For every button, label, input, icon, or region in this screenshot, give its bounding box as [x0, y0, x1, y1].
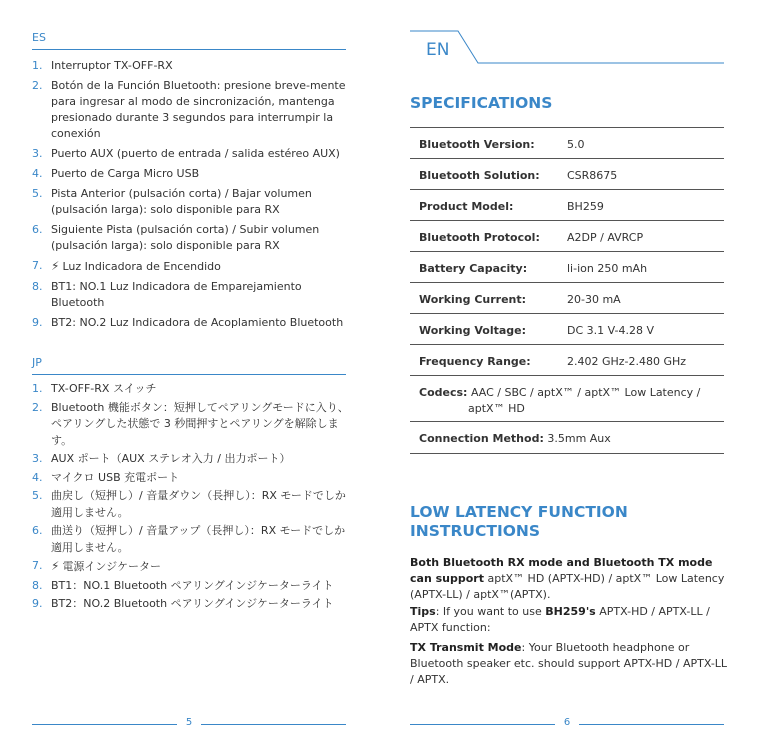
jp-item-4: [32, 470, 352, 487]
spec-value: 3.5mm Aux: [547, 432, 611, 445]
spec-key: Battery Capacity:: [419, 262, 528, 275]
para-text: : If you want to use: [435, 605, 546, 618]
item-text: BT2：NO.2 Bluetooth ペアリングインジケーターライト: [51, 597, 334, 610]
spec-row: [410, 252, 724, 283]
paragraph-tx-mode: [410, 640, 728, 688]
item-text: Interruptor TX-OFF-RX: [51, 59, 173, 72]
page-footer-left: [32, 717, 346, 731]
item-number: 7.: [32, 259, 43, 272]
jp-item-6: [32, 523, 352, 556]
item-text: Puerto AUX (puerto de entrada / salida estéreo AUX): [51, 147, 340, 160]
spec-key: Product Model:: [419, 200, 514, 213]
item-number: 3.: [32, 452, 43, 465]
item-text: BT1: NO.1 Luz Indicadora de Emparejamiento Bluetooth: [51, 280, 302, 309]
item-number: 5.: [32, 489, 43, 502]
item-text: BT1：NO.1 Bluetooth ペアリングインジケーターライト: [51, 578, 334, 592]
item-text-inner: Luz Indicadora de Encendido: [62, 260, 221, 273]
footer-rule: [32, 724, 177, 725]
es-item-9: [32, 315, 352, 331]
para-bold: BH259's: [545, 605, 596, 618]
spec-value: CSR8675: [567, 169, 618, 182]
es-section-heading: [32, 31, 346, 44]
language-tab-en: [410, 30, 724, 66]
jp-item-2: [32, 400, 352, 450]
es-item-7: [32, 258, 352, 275]
es-item-1: [32, 58, 352, 74]
item-text: [51, 558, 352, 576]
item-number: 9.: [32, 316, 43, 329]
spec-key: Bluetooth Solution:: [419, 169, 540, 182]
es-item-5: [32, 186, 352, 218]
item-text: BT2: NO.2 Luz Indicadora de Acoplamiento Bluetooth: [51, 316, 344, 329]
item-text: Bluetooth 機能ボタン：短押してペアリングモードに入り、ペアリングした状態で 3 秒間押すとペアリングを解除します。: [51, 400, 349, 447]
spec-table: [410, 127, 724, 454]
item-text: Botón de la Función Bluetooth: presione breve-mente para ingresar al modo de sincronización, mantenga presionado durante 3 segundos para interrumpir la conexión: [51, 79, 346, 140]
spec-value: DC 3.1 V-4.28 V: [567, 324, 655, 337]
low-latency-title: LOW LATENCY FUNCTION INSTRUCTIONS: [410, 503, 628, 540]
paragraph-tips: [410, 604, 728, 636]
specifications-title: SPECIFICATIONS: [410, 94, 553, 112]
jp-heading-rule: [32, 374, 346, 375]
jp-item-5: [32, 488, 352, 521]
para-bold: Both Bluetooth RX mode and Bluetooth TX mode can support: [410, 556, 713, 585]
spec-row-connection: [410, 422, 724, 454]
item-number: 4.: [32, 167, 43, 180]
spec-value: AAC / SBC / aptX™ / aptX™ Low Latency /: [470, 386, 701, 399]
item-number: 2.: [32, 79, 43, 92]
tab-label: EN: [426, 40, 450, 60]
para-text: aptX™ HD (APTX-HD) / aptX™ Low Latency (APTX-LL) / aptX™(APTX).: [410, 572, 725, 601]
tab-outline: [410, 30, 724, 66]
footer-rule: [201, 724, 346, 725]
connection-text: [419, 432, 611, 445]
jp-item-9: [32, 596, 352, 613]
item-number: 5.: [32, 187, 43, 200]
jp-item-1: [32, 381, 352, 398]
spec-key: Working Current:: [419, 293, 527, 306]
item-text: Puerto de Carga Micro USB: [51, 167, 200, 180]
footer-rule: [579, 724, 724, 725]
spec-key: Frequency Range:: [419, 355, 531, 368]
item-text: TX-OFF-RX スイッチ: [51, 382, 157, 395]
spec-row: [410, 345, 724, 376]
jp-item-7: [32, 558, 352, 576]
jp-item-list: [32, 381, 352, 615]
item-number: 8.: [32, 280, 43, 293]
spec-key: Bluetooth Protocol:: [419, 231, 540, 244]
spec-value: li-ion 250 mAh: [567, 262, 648, 275]
spec-row-codecs: [410, 376, 724, 422]
jp-item-8: [32, 578, 352, 595]
item-number: 3.: [32, 147, 43, 160]
item-text: AUX ポート（AUX ステレオ入力 / 出力ポート）: [51, 452, 291, 465]
para-text: APTX-HD / APTX-LL / APTX function:: [410, 605, 710, 634]
spec-row: [410, 314, 724, 345]
spec-value: 5.0: [567, 138, 585, 151]
es-item-8: [32, 279, 352, 311]
spec-row: [410, 190, 724, 221]
para-bold: TX Transmit Mode: [410, 641, 522, 654]
item-number: 1.: [32, 382, 43, 395]
item-text-inner: 電源インジケーター: [62, 560, 161, 573]
item-text: マイクロ USB 充電ポート: [51, 470, 180, 484]
item-text: Siguiente Pista (pulsación corta) / Subir volumen (pulsación larga): solo disponible para RX: [51, 223, 320, 252]
page-footer-right: [410, 717, 724, 731]
item-text: Pista Anterior (pulsación corta) / Bajar volumen (pulsación larga): solo disponible para RX: [51, 187, 312, 216]
spec-value-continued: aptX™ HD: [468, 402, 525, 415]
es-item-2: [32, 78, 352, 142]
jp-item-3: [32, 451, 352, 468]
spec-value: BH259: [567, 200, 604, 213]
es-item-3: [32, 146, 352, 162]
item-number: 4.: [32, 470, 43, 484]
para-bold: Tips: [410, 605, 436, 618]
item-number: 6.: [32, 223, 43, 236]
jp-heading-label: JP: [32, 356, 42, 369]
spec-value: A2DP / AVRCP: [567, 231, 644, 244]
item-number: 1.: [32, 59, 43, 72]
footer-rule: [410, 724, 555, 725]
bolt-icon: ⚡: [51, 559, 60, 573]
item-text: [51, 258, 352, 275]
spec-key: Bluetooth Version:: [419, 138, 535, 151]
spec-row: [410, 221, 724, 252]
item-number: 9.: [32, 597, 43, 610]
item-number: 7.: [32, 559, 43, 572]
page-number: 5: [185, 717, 193, 728]
item-number: 2.: [32, 400, 43, 414]
item-text: 曲戻し（短押し）/ 音量ダウン（長押し）：RX モードでしか適用しません。: [51, 489, 346, 519]
spec-key: Codecs:: [419, 386, 468, 399]
jp-section-heading: [32, 356, 346, 369]
spec-value: 20-30 mA: [567, 293, 621, 306]
item-text: 曲送り（短押し）/ 音量アップ（長押し）：RX モードでしか適用しません。: [51, 524, 346, 554]
page-number: 6: [563, 717, 571, 728]
es-heading-label: ES: [32, 31, 46, 44]
para-text: : Your Bluetooth headphone or Bluetooth speaker etc. should support APTX-HD / APTX-LL / APTX.: [410, 641, 728, 686]
es-heading-rule: [32, 49, 346, 50]
es-item-6: [32, 222, 352, 254]
spec-value: 2.402 GHz-2.480 GHz: [567, 355, 687, 368]
item-number: 6.: [32, 524, 43, 537]
spec-row: [410, 283, 724, 314]
bolt-icon: ⚡: [51, 259, 60, 273]
spec-key: Working Voltage:: [419, 324, 526, 337]
spec-row: [410, 159, 724, 190]
paragraph-support: [410, 555, 728, 603]
es-item-list: [32, 58, 352, 335]
spec-row: [410, 128, 724, 159]
item-number: 8.: [32, 578, 43, 592]
es-item-4: [32, 166, 352, 182]
codecs-text: [419, 385, 718, 417]
spec-key: Connection Method:: [419, 432, 544, 445]
